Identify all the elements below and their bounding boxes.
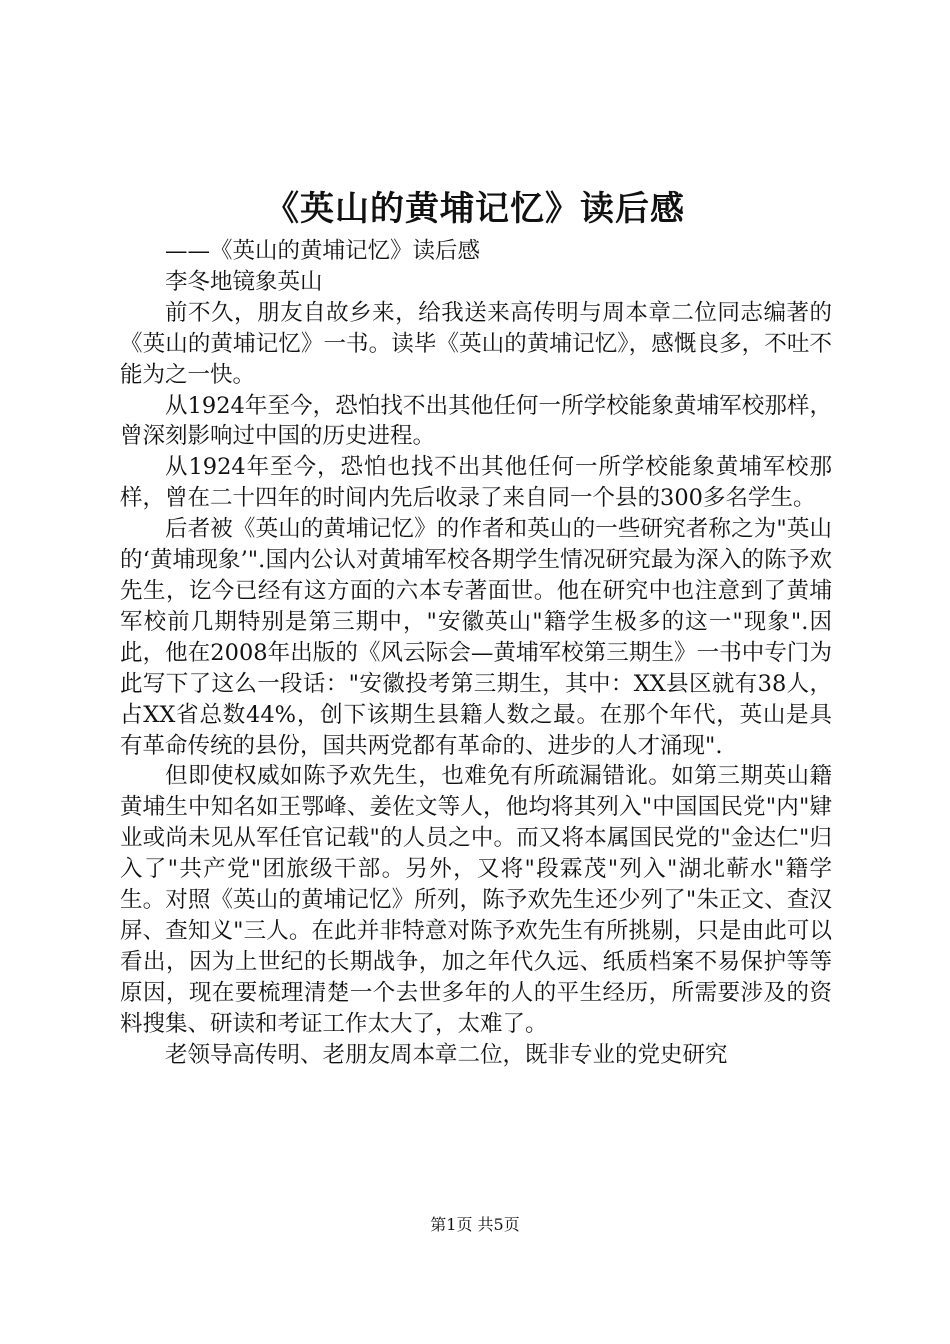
body-paragraph: 但即使权威如陈予欢先生，也难免有所疏漏错讹。如第三期英山籍黄埔生中知名如王鄂峰、姜佐文等人，他均将其列入"中国国民党"内"肄业或尚未见从军任官记载"的人员之中。而又将本属国民党的"金达仁"归入了"共产党"团旅级干部。另外，又将"段霖茂"列入"湖北蕲水"籍学生。对照《英山的黄埔记忆》所列，陈予欢先生还少列了"朱正文、查汉屏、查知义"三人。在此并非特意对陈予欢先生有所挑剔，只是由此可以看出，因为上世纪的长期战争，加之年代久远、纸质档案不易保护等等原因，现在要梳理清楚一个去世多年的人的平生经历，所需要涉及的资料搜集、研读和考证工作太大了，太难了。 xyxy=(120,763,832,1037)
subtitle-paragraph: ——《英山的黄埔记忆》读后感 xyxy=(165,238,481,264)
body-paragraph: 前不久，朋友自故乡来，给我送来高传明与周本章二位同志编著的《英山的黄埔记忆》一书。读毕《英山的黄埔记忆》，感慨良多，不吐不能为之一快。 xyxy=(120,299,832,388)
page-number-footer: 第1页 共5页 xyxy=(430,1215,520,1234)
document-body xyxy=(120,236,832,1070)
document-title: 《英山的黄埔记忆》读后感 xyxy=(265,189,685,229)
body-paragraph: 老领导高传明、老朋友周本章二位，既非专业的党史研究 xyxy=(165,1041,728,1068)
author-line: 李冬地镜象英山 xyxy=(165,268,323,295)
body-paragraph: 后者被《英山的黄埔记忆》的作者和英山的一些研究者称之为"英山的‘黄埔现象’".国内公认对黄埔军校各期学生情况研究最为深入的陈予欢先生，讫今已经有这方面的六本专著面世。他在研究中也注意到了黄埔军校前几期特别是第三期中，"安徽英山"籍学生极多的这一"现象".因此，他在2008年出版的《风云际会—黄埔军校第三期生》一书中专门为此写下了这么一段话："安徽投考第三期生，其中：XX县区就有38人，占XX省总数44%，创下该期生县籍人数之最。在那个年代，英山是具有革命传统的县份，国共两党都有革命的、进步的人才涌现". xyxy=(120,516,832,759)
body-paragraph: 从1924年至今，恐怕也找不出其他任何一所学校能象黄埔军校那样，曾在二十四年的时间内先后收录了来自同一个县的300多名学生。 xyxy=(120,454,832,512)
body-paragraph: 从1924年至今，恐怕找不出其他任何一所学校能象黄埔军校那样，曾深刻影响过中国的历史进程。 xyxy=(120,392,832,450)
